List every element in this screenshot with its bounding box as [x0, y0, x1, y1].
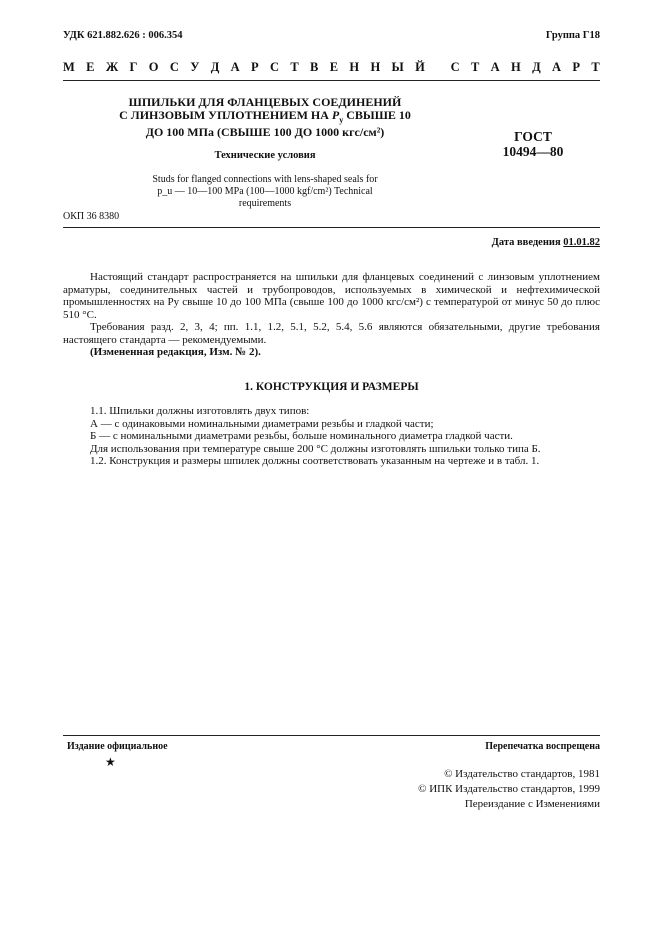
banner-letter: М — [63, 60, 75, 74]
reprint-prohibited: Перепечатка воспрещена — [485, 741, 600, 752]
banner-letter: Д — [532, 60, 541, 74]
banner-letter: Е — [86, 60, 95, 74]
banner-letter: А — [230, 60, 240, 74]
udk-code: УДК 621.882.626 : 006.354 — [63, 30, 183, 41]
interstate-standard-banner — [63, 60, 600, 75]
banner-letter: У — [190, 60, 200, 74]
clause-1-2: 1.2. Конструкция и размеры шпилек должны соответствовать указанным на чертеже и в табл. 1. — [90, 455, 540, 467]
banner-rule — [63, 80, 600, 81]
section-heading: 1. КОНСТРУКЦИЯ И РАЗМЕРЫ — [244, 381, 419, 393]
banner-letter: Н — [349, 60, 360, 74]
banner-letter: Е — [329, 60, 339, 74]
official-edition: Издание официальное — [67, 741, 168, 752]
banner-letter: Н — [511, 60, 521, 74]
copyright-block: © Издательство стандартов, 1981 © ИПК Издательство стандартов, 1999 Переиздание с Изменениями — [418, 768, 600, 810]
banner-letter: Н — [370, 60, 381, 74]
subtitle: Технические условия — [214, 150, 316, 161]
banner-letter — [436, 60, 439, 75]
paragraph-scope: Настоящий стандарт распространяется на шпильки для фланцевых соединений с линзовым уплотнением арматуры, соединительных частей и трубопроводов, используемых в химической и нефтехимической промышленностях на Pу свыше 10 до 100 МПа (свыше 100 до 1000 кгс/см²) с температурой от минус 50 до плюс 510 °С. — [63, 271, 600, 321]
banner-letter: Ж — [105, 60, 119, 74]
banner-letter: А — [490, 60, 500, 74]
title-line-2: С ЛИНЗОВЫМ УПЛОТНЕНИЕМ НА $P_y$ СВЫШЕ 10 — [119, 108, 411, 125]
paragraph-mandatory: Требования разд. 2, 3, 4; пп. 1.1, 1.2, 5.1, 5.2, 5.4, 5.6 являются обязательными, другие требования настоящего стандарта — рекомендуемыми. — [63, 321, 600, 346]
english-title: Studs for flanged connections with lens-shaped seals for p_u — 10—100 MPa (100—1000 kgf/cm²) Technical requirements — [152, 174, 378, 209]
banner-letter: Й — [415, 60, 425, 74]
header-rule — [63, 227, 600, 228]
banner-letter: А — [552, 60, 562, 74]
banner-letter: Г — [129, 60, 138, 74]
clause-1-1-a: А — с одинаковыми номинальными диаметрами резьбы и гладкой части; — [90, 417, 434, 430]
clause-1-1: 1.1. Шпильки должны изготовлять двух типов: — [90, 405, 310, 417]
footer-rule — [63, 735, 600, 736]
banner-letter: В — [310, 60, 319, 74]
banner-letter: Т — [591, 60, 600, 74]
title-line-1: ШПИЛЬКИ ДЛЯ ФЛАНЦЕВЫХ СОЕДИНЕНИЙ — [128, 95, 402, 109]
intro-paragraphs — [63, 271, 600, 359]
title-line-3: ДО 100 МПа (СВЫШЕ 100 ДО 1000 кгс/см²) — [145, 125, 385, 140]
banner-letter: Т — [470, 60, 480, 74]
group-code: Группа Г18 — [545, 30, 600, 41]
paragraph-amendment: (Измененная редакция, Изм. № 2). — [90, 346, 261, 358]
banner-letter: С — [169, 60, 179, 74]
banner-letter: Р — [251, 60, 259, 74]
gost-number: ГОСТ 10494—80 — [502, 129, 564, 159]
document-title — [105, 96, 425, 139]
banner-letter: Ы — [391, 60, 404, 74]
banner-letter: С — [450, 60, 460, 74]
okp-code: ОКП 36 8380 — [63, 211, 120, 222]
banner-letter: Д — [210, 60, 220, 74]
clause-1-1-b: Б — с номинальными диаметрами резьбы, больше номинального диаметра гладкой части. — [90, 430, 513, 442]
banner-letter: Т — [290, 60, 299, 74]
clause-1-1-c: Для использования при температуре свыше 200 °С должны изготовлять шпильки только типа Б. — [90, 442, 541, 455]
intro-date: Дата введения 01.01.82 — [491, 237, 600, 248]
banner-letter: Р — [572, 60, 581, 74]
banner-letter: О — [148, 60, 159, 74]
section-1-body — [63, 405, 600, 468]
banner-letter: С — [270, 60, 280, 74]
star-icon: ★ — [105, 755, 116, 769]
